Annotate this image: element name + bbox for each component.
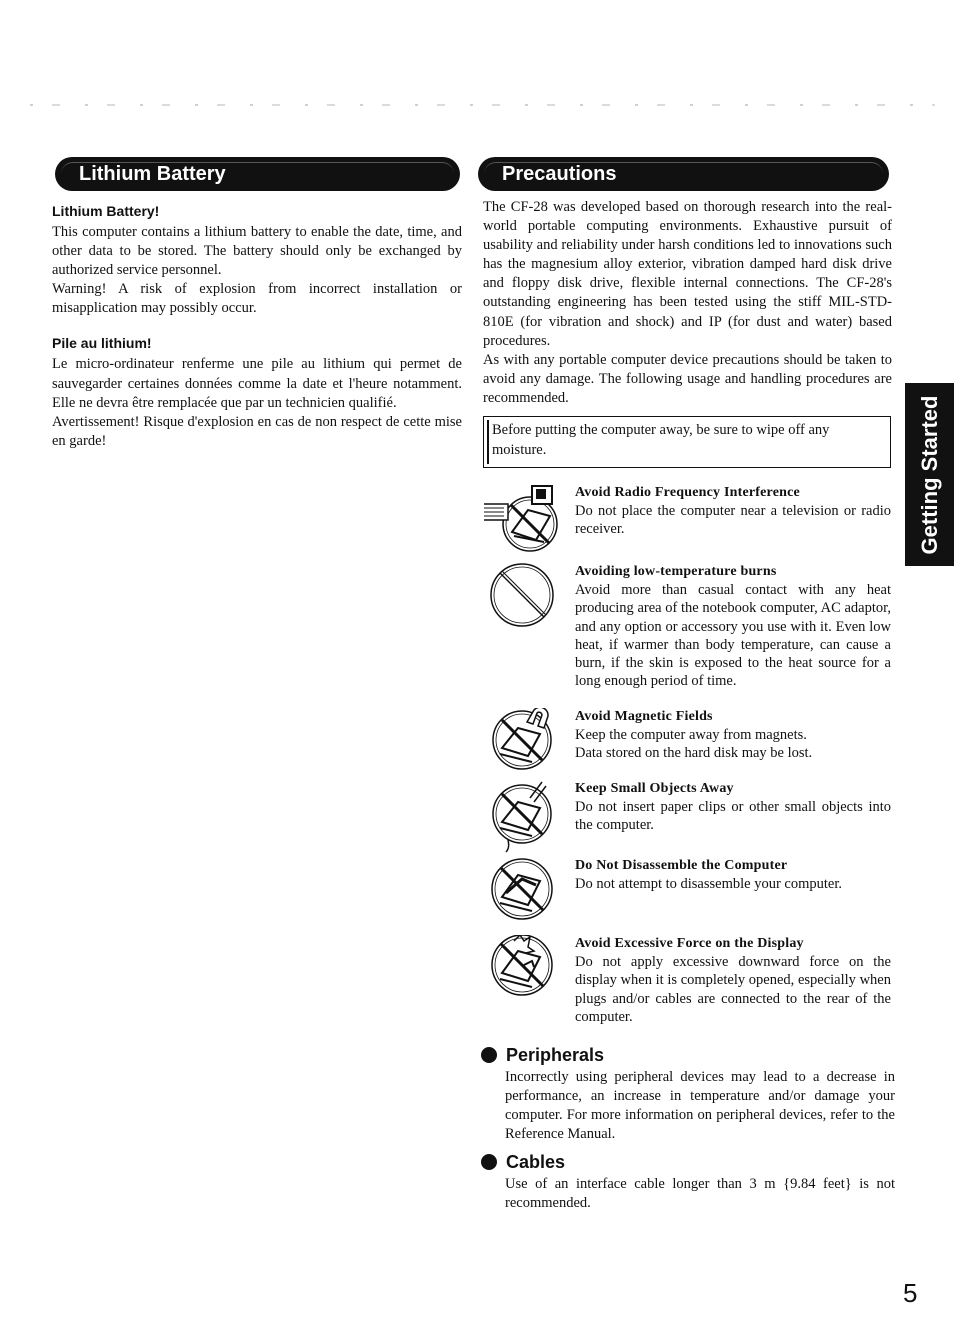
lithium-battery-heading: Lithium Battery! xyxy=(52,203,160,219)
getting-started-side-tab xyxy=(905,383,954,566)
peripherals-text: Incorrectly using peripheral devices may lead to a decrease in performance, an increase in temperature and/or damage your computer. For more information on peripheral devices, refer to the Reference Manual. xyxy=(505,1069,895,1142)
precautions-intro xyxy=(483,198,892,408)
peripherals-heading: Peripherals xyxy=(506,1045,605,1065)
lithium-battery-banner xyxy=(55,157,460,191)
item-title: Do Not Disassemble the Computer xyxy=(575,858,788,873)
side-tab-label: Getting Started xyxy=(916,395,942,554)
precaution-item-radio xyxy=(484,484,894,554)
lithium-battery-warning: Warning! A risk of explosion from incorrect installation or misapplication may possibly occur. xyxy=(52,281,462,317)
item-text: Do not place the computer near a television or radio receiver. xyxy=(575,503,891,538)
left-column xyxy=(52,202,462,451)
item-text: Do not apply excessive downward force on the display when it is completely opened, especially when plugs and/or cables are connected to the rear of the computer. xyxy=(575,954,891,1025)
cables-section xyxy=(481,1151,895,1213)
precaution-item-force xyxy=(484,935,894,1030)
item-text: Do not insert paper clips or other small objects into the computer. xyxy=(575,799,891,834)
precautions-banner xyxy=(478,157,889,191)
moisture-note-box xyxy=(483,416,891,468)
item-title: Keep Small Objects Away xyxy=(575,781,734,796)
pile-au-lithium-heading: Pile au lithium! xyxy=(52,335,152,352)
cables-heading: Cables xyxy=(506,1152,566,1172)
bullet-icon xyxy=(481,1047,497,1063)
precaution-item-disassemble xyxy=(484,857,894,922)
moisture-note-text: Before putting the computer away, be sure to wipe off any moisture. xyxy=(492,422,830,458)
peripherals-section xyxy=(481,1044,895,1144)
item-text: Keep the computer away from magnets. Data stored on the hard disk may be lost. xyxy=(575,727,813,762)
item-text: Do not attempt to disassemble your computer. xyxy=(575,876,842,892)
page-number: 5 xyxy=(903,1278,918,1308)
cables-text: Use of an interface cable longer than 3 m {9.84 feet} is not recommended. xyxy=(505,1176,895,1211)
bullet-icon xyxy=(481,1154,497,1170)
precaution-item-small-objects xyxy=(484,780,894,840)
lithium-battery-text: This computer contains a lithium battery to enable the date, time, and other data to be stored. The battery should only be exchanged by authorized service personnel. xyxy=(52,224,462,279)
item-title: Avoid Magnetic Fields xyxy=(575,709,713,724)
precautions-banner-title: Precautions xyxy=(502,163,617,185)
item-title: Avoid Radio Frequency Interference xyxy=(575,485,800,500)
lithium-battery-banner-title: Lithium Battery xyxy=(79,163,226,185)
no-small-objects-icon xyxy=(484,780,564,860)
no-force-icon xyxy=(484,935,564,1015)
precautions-intro-text: The CF-28 was developed based on thorough research into the real-world portable computing environments. Exhaustive pursuit of usability and reliability under harsh conditions led to innovations such has the magnesium alloy exterior, vibration damped hard disk drive and floppy disk drive, flexible internal connections. The CF-28's outstanding engineering has been tested using the stiff MIL-STD- 810E (for vibration and shock) and IP (for dust and water) based procedures. xyxy=(483,199,892,349)
item-title: Avoid Excessive Force on the Display xyxy=(575,936,804,951)
precaution-item-magnetic xyxy=(484,708,894,768)
pile-au-lithium-warning: Avertissement! Risque d'explosion en cas de non respect de cette mise en garde! xyxy=(52,413,462,449)
no-disassemble-icon xyxy=(484,857,564,937)
item-text: Avoid more than casual contact with any heat producing area of the notebook computer, AC adaptor, and any option or accessory you use with it. Even low heat, if warmer than body temperature, can cause a burn, if the skin is exposed to the heat source for a long enough period of time. xyxy=(575,582,891,690)
scan-artifact-line xyxy=(30,104,935,106)
item-title: Avoiding low-temperature burns xyxy=(575,564,777,579)
no-tv-radio-icon xyxy=(484,484,564,564)
precautions-intro-text-2: As with any portable computer device precautions should be taken to avoid any damage. The following usage and handling procedures are recommended. xyxy=(483,351,892,406)
prohibited-icon xyxy=(484,563,564,643)
precaution-item-burns xyxy=(484,563,894,693)
no-magnet-icon xyxy=(484,708,564,788)
pile-au-lithium-text: Le micro-ordinateur renferme une pile au lithium qui permet de sauvegarder certaines données comme la date et l'heure notamment. Elle ne devra être remplacée que par un technicien qualifié. xyxy=(52,356,462,411)
